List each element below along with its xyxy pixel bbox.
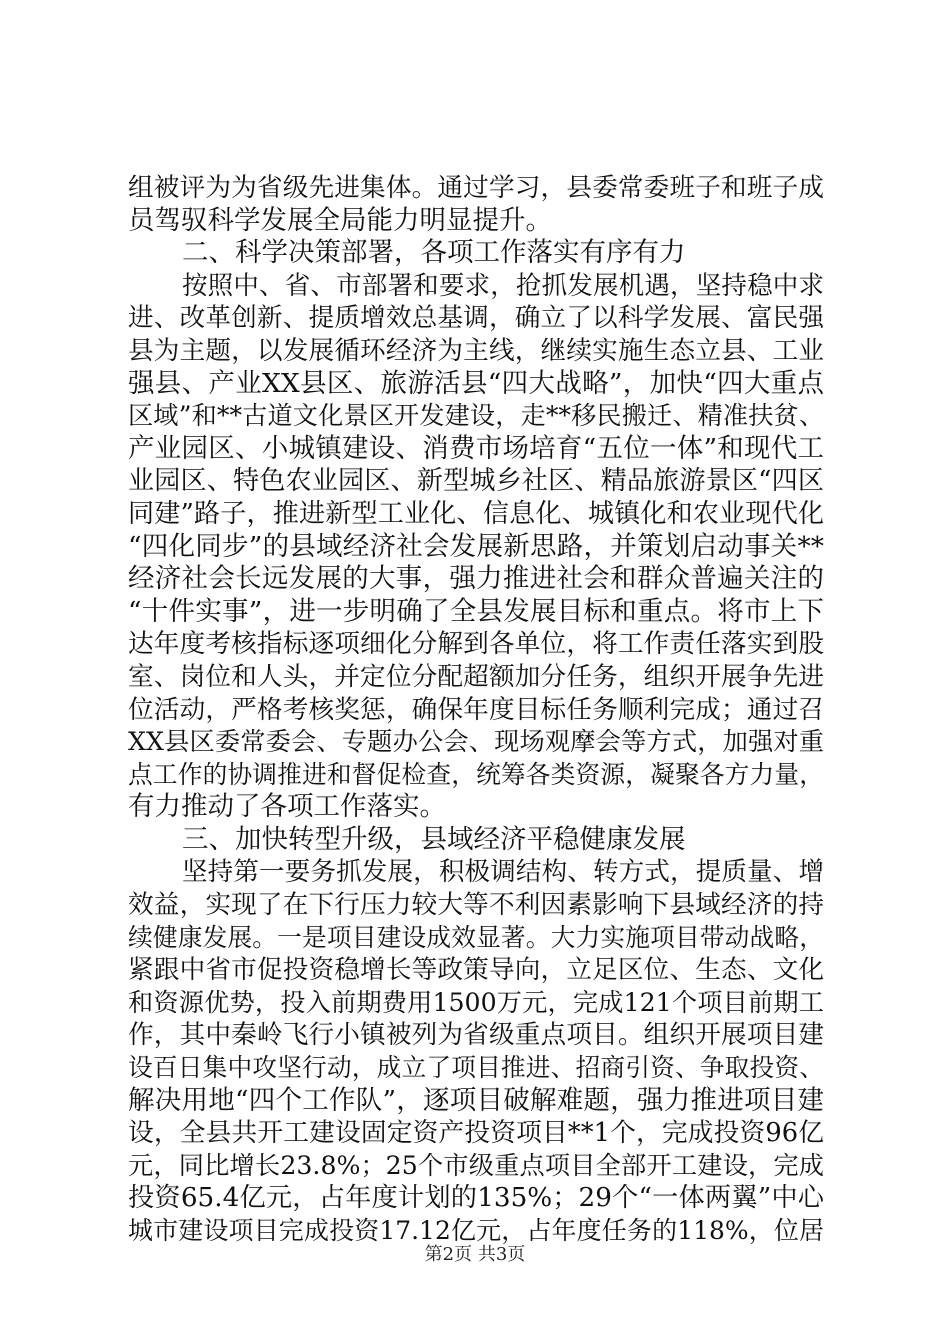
text-line: 同建”路子，推进新型工业化、信息化、城镇化和农业现代化: [128, 498, 824, 529]
text-line: 业园区、特色农业园区、新型城乡社区、精品旅游景区“四区: [128, 466, 824, 497]
text-line: 紧跟中省市促投资稳增长等政策导向，立足区位、生态、文化: [128, 955, 824, 986]
text-line: 和资源优势，投入前期费用1500万元，完成121个项目前期工: [128, 987, 824, 1017]
text-line: 有力推动了各项工作落实。: [128, 791, 446, 823]
section-heading: 三、加快转型升级，县域经济平稳健康发展: [182, 823, 686, 855]
text-line: 室、岗位和人头，并定位分配超额加分任务，组织开展争先进: [128, 661, 824, 692]
text-line: 设，全县共开工建设固定资产投资项目**1个，完成投资96亿: [128, 1118, 824, 1149]
text-line: 进、改革创新、提质增效总基调，确立了以科学发展、富民强: [128, 303, 824, 334]
text-line: 效益，实现了在下行压力较大等不利因素影响下县域经济的持: [128, 890, 824, 921]
text-line: 经济社会长远发展的大事，强力推进社会和群众普遍关注的: [128, 563, 824, 595]
text-line: 按照中、省、市部署和要求，抢抓发展机遇，坚持稳中求: [182, 270, 824, 301]
text-line: 设百日集中攻坚行动，成立了项目推进、招商引资、争取投资、: [128, 1053, 824, 1083]
text-line: 点工作的协调推进和督促检查，统筹各类资源，凝聚各方力量，: [128, 759, 824, 789]
text-line: XX县区委常委会、专题办公会、现场观摩会等方式，加强对重: [128, 727, 824, 757]
text-line: 组被评为为省级先进集体。通过学习，县委常委班子和班子成: [128, 173, 824, 203]
text-line: 元，同比增长23.8%；25个市级重点项目全部开工建设，完成: [128, 1150, 824, 1180]
text-line: 区域”和**古道文化景区开发建设，走**移民搬迁、精准扶贫、: [128, 401, 824, 431]
text-line: “四化同步”的县域经济社会发展新思路，并策划启动事关**: [128, 530, 824, 562]
text-line: 城市建设项目完成投资17.12亿元，占年度任务的118%，位居: [128, 1216, 824, 1245]
text-line: 投资65.4亿元，占年度计划的135%；29个“一体两翼”中心: [128, 1183, 824, 1214]
text-line: 作，其中秦岭飞行小镇被列为省级重点项目。组织开展项目建: [128, 1020, 824, 1051]
text-line: “十件实事”，进一步明确了全县发展目标和重点。将市上下: [128, 595, 824, 627]
text-line: 县为主题，以发展循环经济为主线，继续实施生态立县、工业: [128, 335, 824, 366]
text-line: 员驾驭科学发展全局能力明显提升。: [128, 204, 552, 236]
text-line: 坚持第一要务抓发展，积极调结构、转方式，提质量、增: [182, 857, 824, 888]
text-line: 续健康发展。一是项目建设成效显著。大力实施项目带动战略，: [128, 922, 824, 952]
text-line: 产业园区、小城镇建设、消费市场培育“五位一体”和现代工: [128, 432, 824, 464]
text-line: 强县、产业XX县区、旅游活县“四大战略”，加快“四大重点: [128, 367, 824, 399]
page-number-footer: 第2页 共3页: [424, 1244, 526, 1265]
text-line: 达年度考核指标逐项细化分解到各单位，将工作责任落实到股: [128, 629, 824, 660]
section-heading: 二、科学决策部署，各项工作落实有序有力: [182, 237, 686, 269]
text-line: 解决用地“四个工作队”，逐项目破解难题，强力推进项目建: [128, 1084, 824, 1116]
document-body: [128, 172, 824, 1248]
text-line: 位活动，严格考核奖惩，确保年度目标任务顺利完成；通过召: [128, 694, 824, 725]
